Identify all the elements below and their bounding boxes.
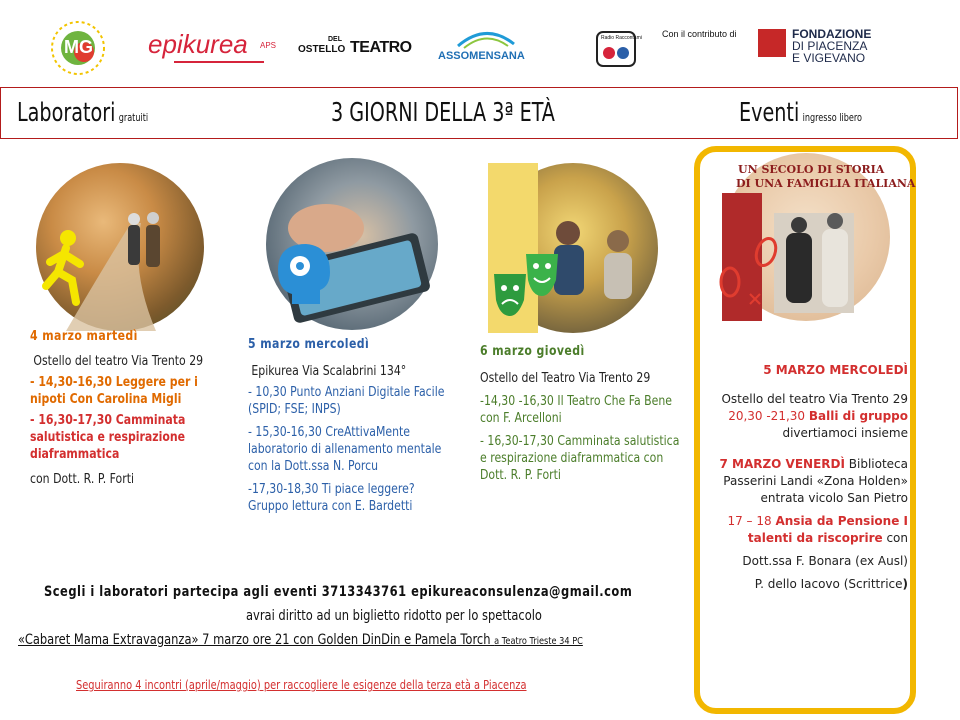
event2-place-b: Passerini Landi «Zona Holden» <box>723 474 908 488</box>
event1-time: 20,30 -21,30 <box>728 409 806 423</box>
epikurea-logo-text: epikurea <box>148 29 248 59</box>
event1-place: Ostello del teatro Via Trento 29 <box>721 392 908 406</box>
epikurea-aps-text: APS <box>260 41 277 50</box>
bottom-line2-text: avrai diritto ad un biglietto ridotto per lo spettacolo <box>246 608 542 624</box>
fondazione-line2: DI PIACENZA <box>792 39 868 53</box>
bottom-line4 <box>76 678 625 692</box>
theatre-masks-icon <box>492 250 562 322</box>
col1-item1: - 14,30-16,30 Leggere per i nipoti Con Carolina Migli <box>30 375 198 407</box>
contributo-label: Con il contributo di <box>662 29 737 39</box>
fondazione-logo <box>758 27 888 63</box>
fondazione-icon <box>758 29 786 57</box>
fondazione-line3: E VIGEVANO <box>792 51 866 65</box>
event2-date: 7 MARZO VENERDÌ <box>719 457 845 471</box>
bottom-line2 <box>246 608 607 624</box>
col2-item1: - 10,30 Punto Anziani Digitale Facile (SPID; FSE; INPS) <box>248 385 445 417</box>
radio-logo-text: Radio Raccontami <box>601 35 642 41</box>
event2-title-b: talenti da riscoprire <box>747 531 883 545</box>
mg-logo-text: MG <box>64 37 93 57</box>
dance-steps-icon <box>716 234 784 312</box>
header-left-small: gratuiti <box>118 111 149 124</box>
event2-time: 17 – 18 <box>727 514 772 528</box>
col1-date: 4 marzo martedì <box>30 329 138 344</box>
col1-item3: con Dott. R. P. Forti <box>30 472 135 487</box>
ostello-del-teatro-logo <box>298 36 412 62</box>
event2-with: con <box>886 531 908 545</box>
epikurea-logo <box>148 27 278 69</box>
assomensana-text: ASSOMENSANA <box>438 50 525 62</box>
brain-head-icon <box>272 240 334 310</box>
event2-title-a: Ansia da Pensione I <box>775 514 908 528</box>
bottom-line3-small: a Teatro Trieste 34 PC <box>494 636 583 647</box>
event1-time-title <box>704 408 908 425</box>
bottom-line1-text: Scegli i laboratori partecipa agli eventi 3713343761 epikureaconsulenza@gmail.com <box>44 584 633 600</box>
col1-place: Ostello del teatro Via Trento 29 <box>33 354 204 369</box>
header-band <box>0 87 958 139</box>
book-title-line2: DI UNA FAMIGLIA ITALIANA <box>736 177 916 190</box>
assomensana-swoosh-icon <box>456 28 516 50</box>
col3-place: Ostello del Teatro Via Trento 29 <box>480 371 651 386</box>
epikurea-underline <box>174 61 264 63</box>
col3-block <box>480 343 682 484</box>
col2-block <box>248 336 458 515</box>
event1-date: 5 MARZO MERCOLEDÌ <box>763 363 908 377</box>
bottom-line4-text: Seguiranno 4 incontri (aprile/maggio) per raccogliere le esigenze della terza età a Piacenza <box>76 678 527 692</box>
header-right-small: ingresso libero <box>802 111 862 124</box>
col2-item2: - 15,30-16,30 CreAttivaMente laboratorio di allenamento mentale con la Dott.ssa N. Porcu <box>248 425 442 474</box>
ostello-del: DEL <box>328 36 342 43</box>
col3-item2: - 16,30-17,30 Camminata salutistica e respirazione diaframmatica con Dott. R. P. Forti <box>480 434 680 483</box>
col3-date: 6 marzo giovedì <box>480 344 585 359</box>
event1-title: Balli di gruppo <box>808 409 908 423</box>
mg-logo <box>50 20 106 76</box>
walking-person-icon <box>36 228 96 312</box>
assomensana-logo <box>434 28 540 68</box>
ostello-main: TEATRO <box>350 39 412 56</box>
col1-block <box>30 328 206 488</box>
header-title <box>331 98 604 128</box>
header-eventi <box>739 98 889 128</box>
event2-time-title <box>704 513 908 530</box>
bottom-line3-main: «Cabaret Mama Extravaganza» 7 marzo ore 21 con Golden DinDin e Pamela Torch <box>18 632 491 648</box>
event2-speaker2: P. dello Iacovo (Scrittrice <box>754 577 903 591</box>
event2-place-c: entrata vicolo San Pietro <box>760 491 908 505</box>
event2-speaker1: Dott.ssa F. Bonara (ex Ausl) <box>742 554 908 568</box>
event2-place-a: Biblioteca <box>848 457 908 471</box>
bottom-line1 <box>44 584 761 600</box>
radio-raccontami-logo <box>594 26 642 72</box>
col3-item1: -14,30 -16,30 Il Teatro Che Fa Bene con F. Arcelloni <box>480 394 673 426</box>
header-center-text: 3 GIORNI DELLA 3ª ETÀ <box>331 98 555 128</box>
header-left-main: Laboratori <box>17 98 116 128</box>
events-block <box>704 362 908 593</box>
col2-date: 5 marzo mercoledì <box>248 337 370 352</box>
header-right-main: Eventi <box>739 98 800 128</box>
header-laboratori <box>17 98 177 128</box>
event2-speaker2-end: ) <box>902 577 908 591</box>
event2-header <box>704 456 908 473</box>
event1-sub: divertiamoci insieme <box>782 426 908 440</box>
col2-item3: -17,30-18,30 Ti piace leggere? Gruppo lettura con E. Bardetti <box>248 482 415 514</box>
col2-place: Epikurea Via Scalabrini 134° <box>251 364 407 379</box>
fondazione-line1: FONDAZIONE <box>792 27 872 41</box>
col1-item2: - 16,30-17,30 Camminata salutistica e respirazione diaframmatica <box>30 413 186 462</box>
bottom-line3 <box>18 632 707 648</box>
book-title-line1: UN SECOLO DI STORIA <box>738 163 885 176</box>
ostello-prefix: OSTELLO <box>298 44 346 55</box>
event2-title-line2 <box>704 530 908 547</box>
